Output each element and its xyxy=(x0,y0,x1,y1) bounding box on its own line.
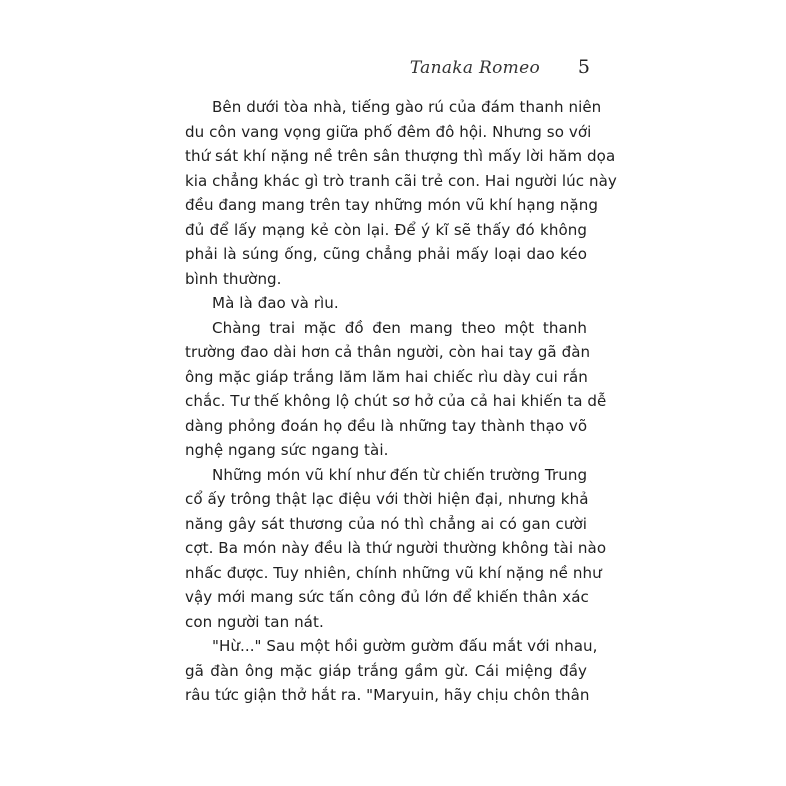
paragraph xyxy=(212,291,587,316)
text-line: cổ ấy trông thật lạc điệu với thời hiện đại, nhưng khả xyxy=(185,490,589,508)
text-line: đủ để lấy mạng kẻ còn lại. Để ý kĩ sẽ thấy đó không xyxy=(185,220,587,239)
author-name: Tanaka Romeo xyxy=(409,58,540,78)
text-line: Mà là đao và rìu. xyxy=(212,294,339,312)
text-line: râu tức giận thở hắt ra. "Maryuin, hãy chịu chôn thân xyxy=(185,686,590,704)
text-line: dàng phỏng đoán họ đều là những tay thành thạo võ xyxy=(185,416,588,435)
page-number: 5 xyxy=(577,56,590,78)
text-line: gã đàn ông mặc giáp trắng gầm gừ. Cái miệng đầy xyxy=(185,661,587,680)
text-line: Những món vũ khí như đến từ chiến trường Trung xyxy=(212,465,588,484)
paragraph xyxy=(185,463,607,635)
text-line: "Hừ..." Sau một hồi gườm gườm đấu mắt với nhau, xyxy=(212,637,598,655)
text-line: đều đang mang trên tay những món vũ khí hạng nặng xyxy=(185,196,598,214)
text-line: phải là súng ống, cũng chẳng phải mấy loại dao kéo xyxy=(185,245,587,263)
text-line: trường đao dài hơn cả thân người, còn hai tay gã đàn xyxy=(185,343,591,361)
text-line: nhấc được. Tuy nhiên, chính những vũ khí nặng nề như xyxy=(185,563,602,582)
text-line: ông mặc giáp trắng lăm lăm hai chiếc rìu dày cui rắn xyxy=(185,367,588,386)
text-line: con người tan nát. xyxy=(185,612,324,631)
text-line: bình thường. xyxy=(185,269,282,288)
text-line: thứ sát khí nặng nề trên sân thượng thì mấy lời hăm dọa xyxy=(185,147,616,165)
text-line: chắc. Tư thế không lộ chút sơ hở của cả hai khiến ta dễ xyxy=(185,392,607,410)
text-line: Bên dưới tòa nhà, tiếng gào rú của đám thanh niên xyxy=(212,98,602,116)
paragraph xyxy=(185,95,617,291)
text-line: Chàng trai mặc đồ đen mang theo một thanh xyxy=(212,318,587,337)
text-line: du côn vang vọng giữa phố đêm đô hội. Nhưng so với xyxy=(185,122,592,141)
text-line: cợt. Ba món này đều là thứ người thường không tài nào xyxy=(185,539,607,557)
text-line: vậy mới mang sức tấn công đủ lớn để khiến thân xác xyxy=(185,588,589,606)
paragraph xyxy=(185,316,607,463)
text-line: nghệ ngang sức ngang tài. xyxy=(185,441,389,459)
paragraph xyxy=(185,634,598,708)
text-line: năng gây sát thương của nó thì chẳng ai có gan cười xyxy=(185,514,587,533)
text-line: kia chẳng khác gì trò tranh cãi trẻ con. Hai người lúc này xyxy=(185,171,617,190)
body-text xyxy=(185,95,617,708)
